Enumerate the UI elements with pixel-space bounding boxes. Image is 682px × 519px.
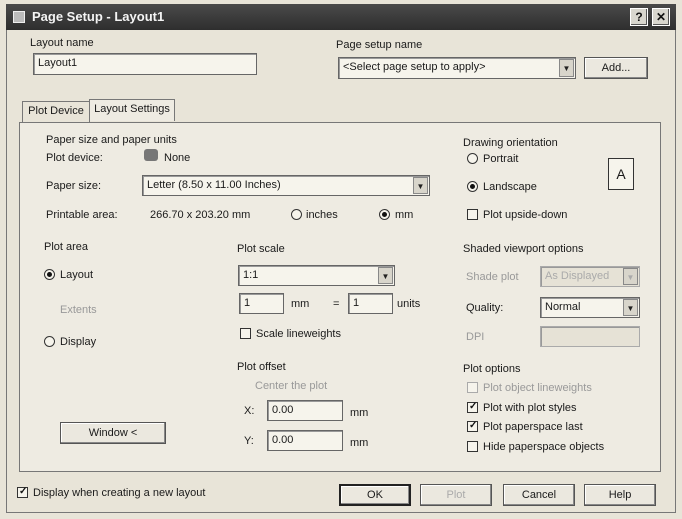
quality-select[interactable] xyxy=(540,297,640,318)
scale-units-input[interactable]: 1 xyxy=(348,293,393,314)
quality-value: Normal xyxy=(545,301,581,313)
plot-options-group-label: Plot options xyxy=(463,363,521,375)
plot-button[interactable]: Plot xyxy=(420,484,492,506)
shade-plot-value: As Displayed xyxy=(545,270,610,282)
portrait-radio[interactable] xyxy=(467,153,478,164)
lineweights-checkbox[interactable] xyxy=(467,382,478,393)
paper-size-label: Paper size: xyxy=(46,180,102,192)
upside-down-label: Plot upside-down xyxy=(483,209,568,221)
printable-area-label: Printable area: xyxy=(46,209,118,221)
orientation-preview-icon xyxy=(608,158,634,190)
offset-y-input[interactable]: 0.00 xyxy=(267,430,343,451)
shade-plot-select[interactable] xyxy=(540,266,640,287)
hide-paperspace-label: Hide paperspace objects xyxy=(483,441,605,453)
plot-styles-checkbox[interactable] xyxy=(467,402,478,413)
dpi-input[interactable] xyxy=(540,326,640,347)
chevron-down-icon[interactable]: ▼ xyxy=(378,267,393,284)
scale-select[interactable] xyxy=(238,265,395,286)
landscape-radio[interactable] xyxy=(467,181,478,192)
plot-device-label: Plot device: xyxy=(46,152,103,164)
window-title: Page Setup - Layout1 xyxy=(32,9,165,24)
extents-option-label: Extents xyxy=(60,304,97,316)
page-setup-name-label: Page setup name xyxy=(336,39,423,51)
portrait-label: Portrait xyxy=(483,153,519,165)
offset-x-unit: mm xyxy=(350,407,369,419)
shaded-group-label: Shaded viewport options xyxy=(463,243,584,255)
plot-offset-group-label: Plot offset xyxy=(237,361,286,373)
chevron-down-icon[interactable]: ▼ xyxy=(413,177,428,194)
offset-y-label: Y: xyxy=(244,435,254,447)
scale-units-unit: units xyxy=(397,298,421,310)
shade-plot-label: Shade plot xyxy=(466,271,519,283)
title-bar xyxy=(6,4,676,30)
scale-lineweights-checkbox[interactable] xyxy=(240,328,251,339)
offset-x-input[interactable]: 0.00 xyxy=(267,400,343,421)
app-icon xyxy=(13,11,25,23)
inches-radio[interactable] xyxy=(291,209,302,220)
center-plot-label: Center the plot xyxy=(255,380,328,392)
paper-size-value: Letter (8.50 x 11.00 Inches) xyxy=(147,179,281,191)
plot-area-group-label: Plot area xyxy=(44,241,89,253)
inches-label: inches xyxy=(306,209,338,221)
layout-name-input[interactable]: Layout1 xyxy=(33,53,257,75)
display-new-layout-label: Display when creating a new layout xyxy=(33,487,206,499)
scale-mm-unit: mm xyxy=(291,298,310,310)
scale-lineweights-label: Scale lineweights xyxy=(256,328,341,340)
offset-y-unit: mm xyxy=(350,437,369,449)
chevron-down-icon[interactable]: ▼ xyxy=(623,268,638,285)
paper-size-select[interactable] xyxy=(142,175,430,196)
scale-equals: = xyxy=(333,298,340,310)
plotter-icon xyxy=(144,149,158,161)
printable-area-value: 266.70 x 203.20 mm xyxy=(150,209,251,221)
quality-label: Quality: xyxy=(466,302,504,314)
scale-value: 1:1 xyxy=(243,269,259,281)
window-button[interactable]: Window < xyxy=(60,422,166,444)
tab-layout-settings[interactable]: Layout Settings xyxy=(89,99,175,121)
scale-mm-input[interactable]: 1 xyxy=(239,293,284,314)
cancel-button[interactable]: Cancel xyxy=(503,484,575,506)
display-new-layout-checkbox[interactable] xyxy=(17,487,28,498)
layout-option-label: Layout xyxy=(60,269,94,281)
paper-group-label: Paper size and paper units xyxy=(46,134,177,146)
plot-scale-group-label: Plot scale xyxy=(237,243,285,255)
lineweights-label: Plot object lineweights xyxy=(483,382,592,394)
paperspace-last-checkbox[interactable] xyxy=(467,421,478,432)
preview-letter: A xyxy=(616,166,626,182)
page-setup-value: <Select page setup to apply> xyxy=(343,61,486,73)
chevron-down-icon[interactable]: ▼ xyxy=(623,299,638,316)
chevron-down-icon[interactable]: ▼ xyxy=(559,59,574,77)
plot-device-value: None xyxy=(164,152,191,164)
add-button[interactable]: Add... xyxy=(584,57,648,79)
mm-label: mm xyxy=(395,209,414,221)
close-button[interactable]: ✕ xyxy=(652,8,670,26)
upside-down-checkbox[interactable] xyxy=(467,209,478,220)
plot-styles-label: Plot with plot styles xyxy=(483,402,577,414)
offset-x-label: X: xyxy=(244,405,255,417)
display-option-label: Display xyxy=(60,336,97,348)
layout-radio[interactable] xyxy=(44,269,55,280)
paperspace-last-label: Plot paperspace last xyxy=(483,421,583,433)
mm-radio[interactable] xyxy=(379,209,390,220)
page-setup-select[interactable] xyxy=(338,57,576,79)
orientation-group-label: Drawing orientation xyxy=(463,137,558,149)
help-title-button[interactable]: ? xyxy=(630,8,648,26)
dpi-label: DPI xyxy=(466,331,485,343)
landscape-label: Landscape xyxy=(483,181,537,193)
help-button[interactable]: Help xyxy=(584,484,656,506)
hide-paperspace-checkbox[interactable] xyxy=(467,441,478,452)
display-radio[interactable] xyxy=(44,336,55,347)
layout-name-label: Layout name xyxy=(30,37,94,49)
tab-plot-device[interactable]: Plot Device xyxy=(22,101,90,122)
ok-button[interactable]: OK xyxy=(339,484,411,506)
